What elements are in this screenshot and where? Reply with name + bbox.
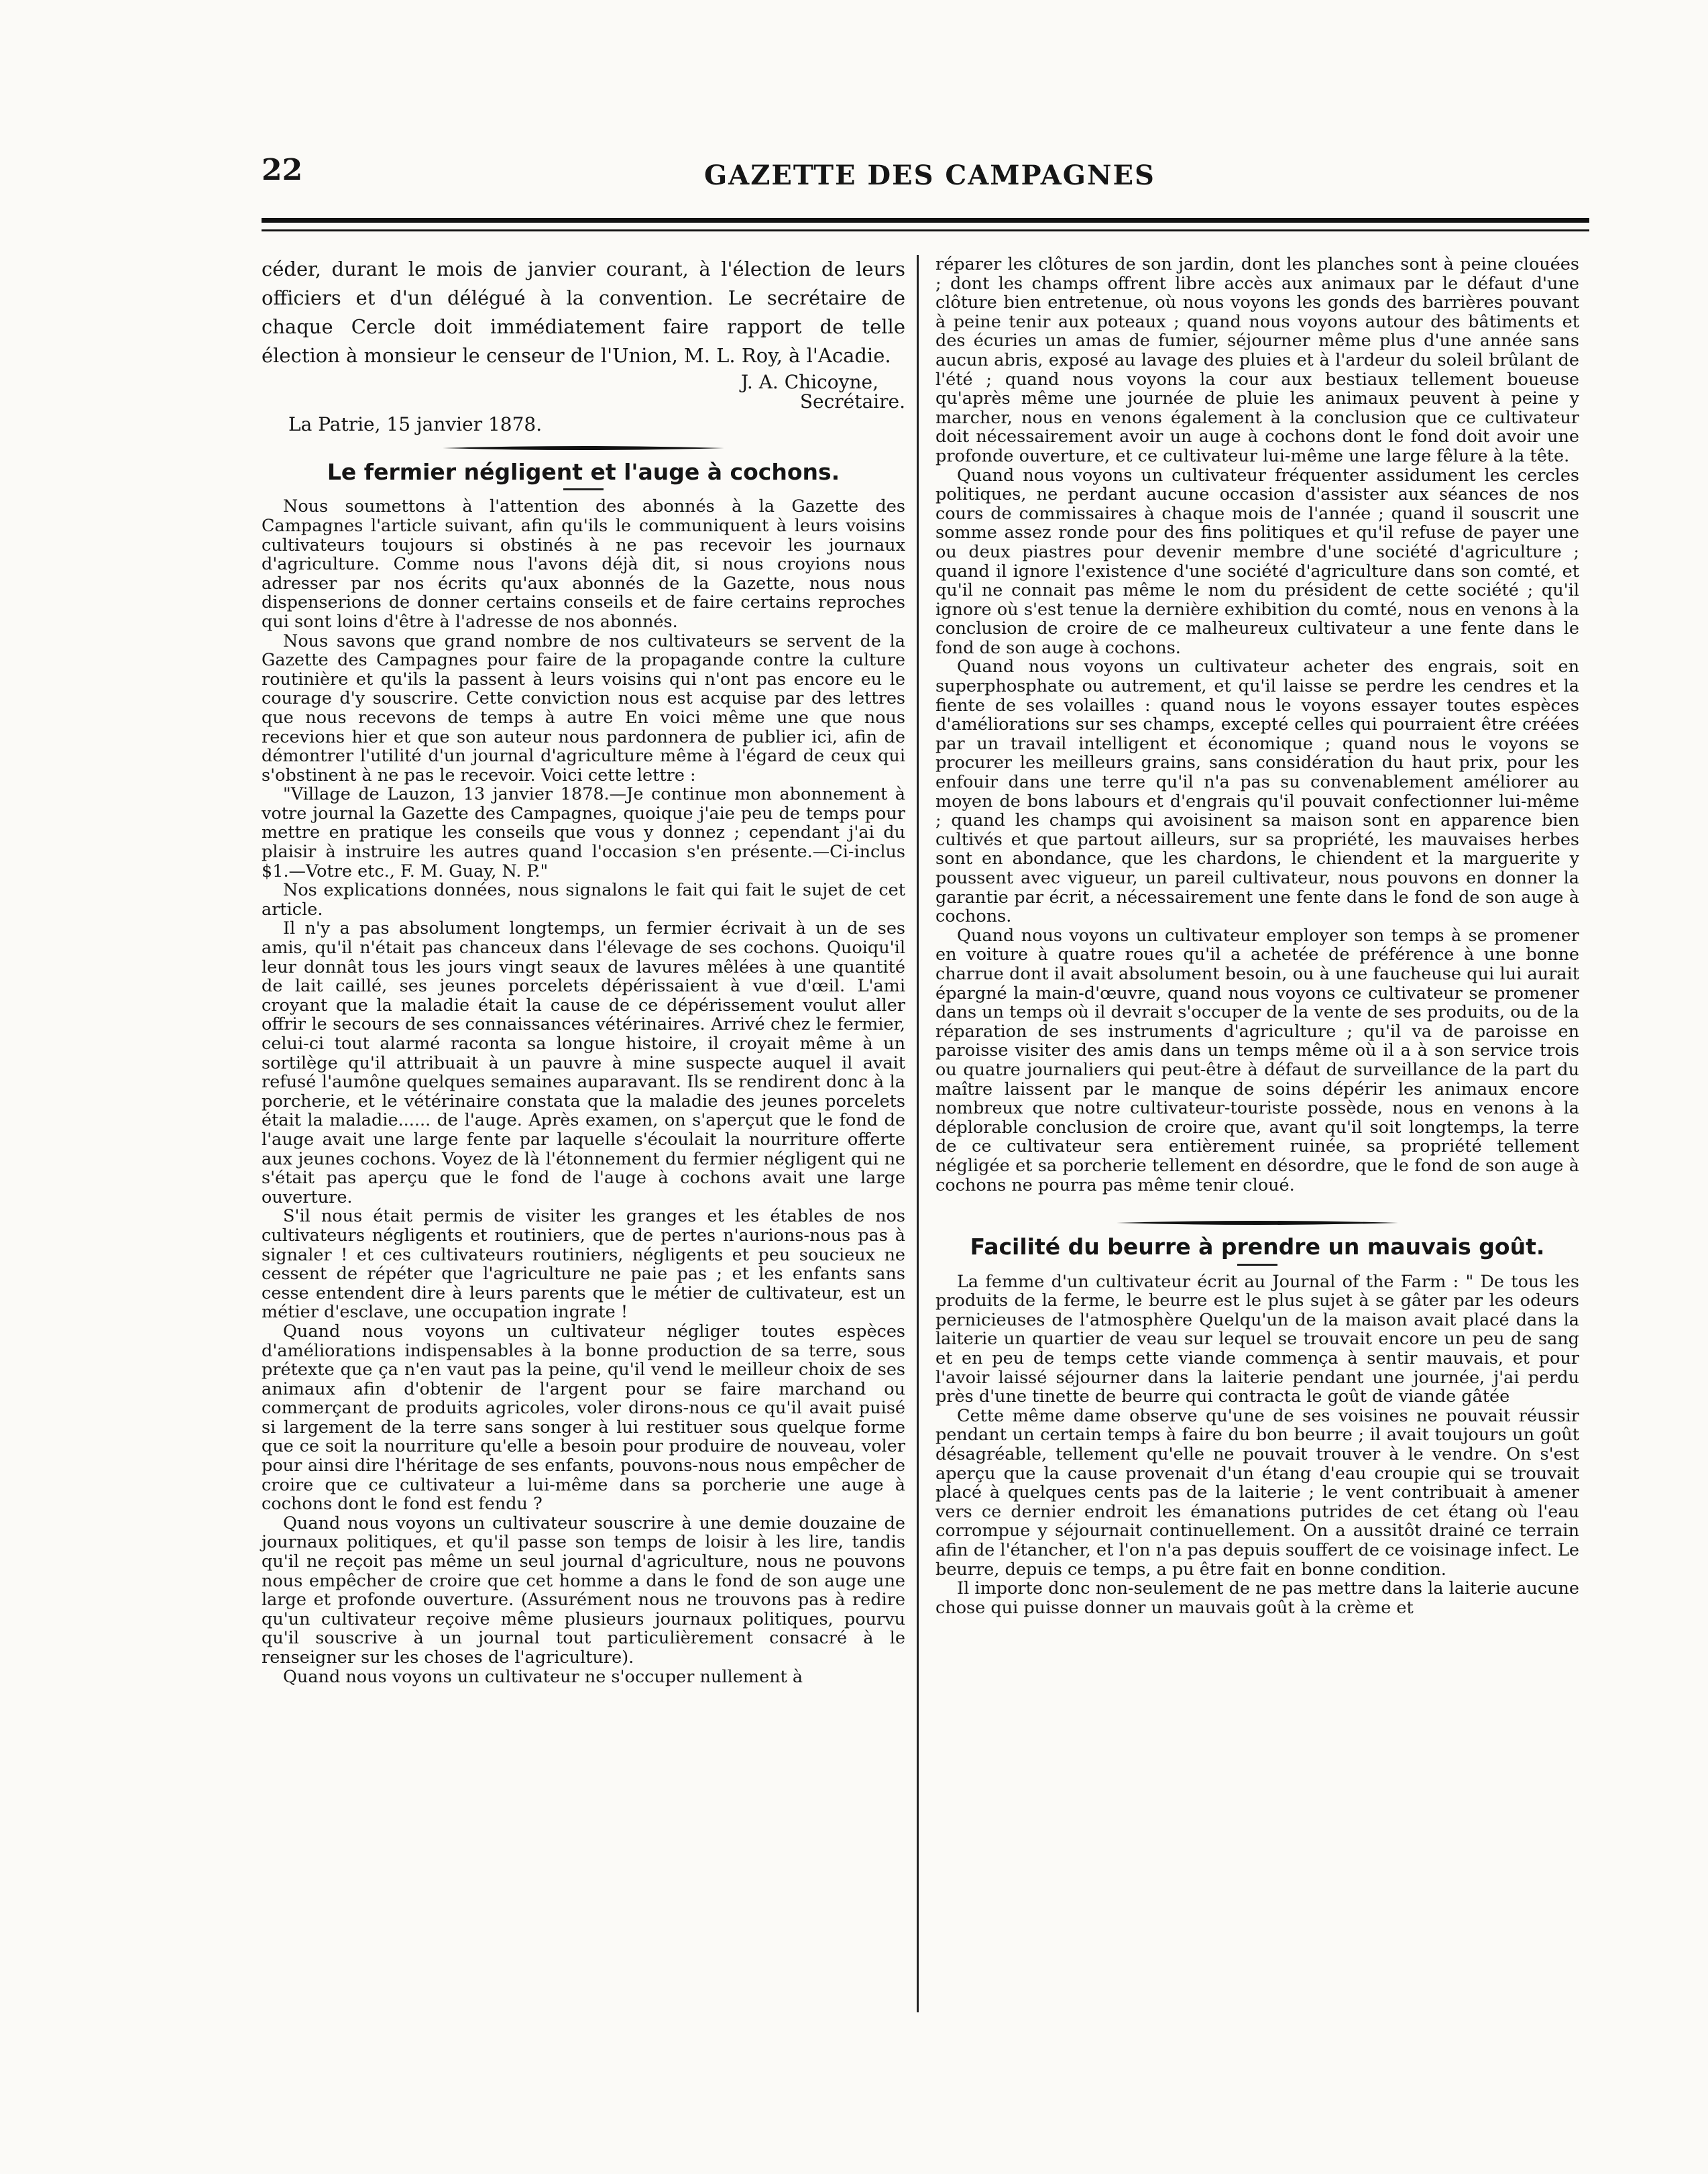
signature-role: Secrétaire. (799, 390, 905, 413)
page-number: 22 (262, 153, 303, 187)
right-column (935, 255, 1579, 1617)
paragraph: "Village de Lauzon, 13 janvier 1878.—Je continue mon abonnement à votre journal la Gazette des Campagnes, quoique j'aie peu de temps pour mettre en pratique les conseils que vous y donnez ; cependant j'ai du plaisir à instruire les autres quand l'occasion s'en présente.—Ci-inclus $1.—Votre etc., F. M. Guay, N. P." (262, 784, 905, 881)
header-rule-thick (262, 218, 1589, 223)
tail-ornament (443, 444, 724, 452)
paragraph: S'il nous était permis de visiter les granges et les étables de nos cultivateurs négligents et routiniers, que de pertes n'aurions-nous pas à signaler ! et ces cultivateurs routiniers, négligents et peu soucieux ne cessent de répéter que l'agriculture ne paie pas ; et les enfants sans cesse entendent dire à leurs parents que le métier de cultivateur, est un métier d'esclave, une occupation ingrate ! (262, 1206, 905, 1323)
title-dash (1237, 1264, 1277, 1266)
signature-name: J. A. Chicoyne, (740, 371, 878, 393)
title-dash (563, 488, 604, 490)
paragraph: Quand nous voyons un cultivateur négliger toutes espèces d'améliorations indispensables à la bonne production de sa terre, sous prétexte que ça n'en vaut pas la peine, qu'il vend le meilleur choix de ses animaux afin d'obtenir de l'argent pour se faire marchand ou commerçant de produits agricoles, voler dirons-nous ce qu'il avait puisé si largement de la terre sans songer à lui restituer sous quelque forme que ce soit la nourriture qu'elle a besoin pour produire de nouveau, voler pour ainsi dire l'héritage de ses enfants, pouvons-nous nous empêcher de croire que ce cultivateur a lui-même dans sa porcherie une auge à cochons dont le fond est fendu ? (262, 1321, 905, 1515)
paragraph: Quand nous voyons un cultivateur ne s'occuper nullement à (283, 1666, 803, 1687)
article-title-beurre: Facilité du beurre à prendre un mauvais goût. (970, 1234, 1545, 1260)
paragraph: Cette même dame observe qu'une de ses voisines ne pouvait réussir pendant un certain temps à faire du bon beurre ; il avait toujours un goût désagréable, tellement qu'elle ne pouvait trouver à le vendre. On s'est aperçu que la cause provenait d'un étang d'eau croupie qui se trouvait placé à quelques cents pas de la laiterie ; le vent contribuait à amener vers ce dernier endroit les émanations putrides de cet étang où l'eau corrompue y séjournait continuellement. On a aussitôt drainé ce terrain afin de l'étancher, et l'on n'a pas depuis souffert de ce voisinage infect. Le beurre, depuis ce temps, a pu être fait en bonne condition. (935, 1405, 1579, 1580)
left-column (262, 255, 905, 1686)
paragraph: Quand nous voyons un cultivateur employer son temps à se promener en voiture à quatre roues qu'il a achetée de préférence à une bonne charrue dont il avait absolument besoin, ou à une faucheuse qui lui aurait épargné la main-d'œuvre, quand nous voyons ce cultivateur se promener dans un temps où il devrait s'occuper de la vente de ses produits, ou de la réparation de ses instruments d'agriculture ; qu'il va de paroisse en paroisse visiter des amis dans un temps même où il a à son service trois ou quatre journaliers qui peut-être à défaut de surveillance de la part du maître laissent par le manque de soins dépérir les animaux encore nombreux que notre cultivateur-touriste possède, nous en venons à la déplorable conclusion de croire que, avant qu'il soit longtemps, la terre de ce cultivateur sera entièrement ruinée, sa propriété tellement négligée et sa porcherie tellement en désordre, que le fond de son auge à cochons ne pourra pas même tenir cloué. (935, 925, 1579, 1195)
intro-paragraph: céder, durant le mois de janvier courant, à l'élection de leurs officiers et d'un délégué à la convention. Le secrétaire de chaque Cercle doit immédiatement faire rapport de telle élection à monsieur le censeur de l'Union, M. L. Roy, à l'Acadie. (262, 258, 905, 367)
paragraph: Nos explications données, nous signalons le fait qui fait le sujet de cet article. (262, 880, 905, 920)
paragraph: La femme d'un cultivateur écrit au Journal of the Farm : " De tous les produits de la ferme, le beurre est le plus sujet à se gâter par les odeurs pernicieuses de l'atmosphère Quelqu'un de la maison avait placé dans la laiterie un quartier de veau sur lequel se trouvait encore un peu de sang et en peu de temps cette viande commença à sentir mauvais, et pour l'avoir laissé séjourner dans la laiterie pendant une journée, j'ai perdu près d'une tinette de beurre qui contracta le goût de viande gâtée (935, 1271, 1579, 1407)
article-title-fermier: Le fermier négligent et l'auge à cochons. (327, 458, 840, 485)
paragraph: Il importe donc non-seulement de ne pas mettre dans la laiterie aucune chose qui puisse donner un mauvais goût à la crème et (935, 1578, 1579, 1618)
masthead-title: GAZETTE DES CAMPAGNES (704, 160, 1155, 191)
paragraph: Quand nous voyons un cultivateur acheter des engrais, soit en superphosphate ou autrement, et qu'il laisse se perdre les cendres et la fiente de ses volailles : quand nous le voyons essayer toutes espèces d'améliorations sur ses champs, excepté celles qui pourraient être créées par un travail intelligent et économique ; quand nous le voyons se procurer les meilleurs grains, sans considération du haut prix, pour les enfouir dans une terre qu'il n'a pas su convenablement améliorer au moyen de bons labours et d'engrais qu'il pouvait confectionner lui-même ; quand les champs qui avoisinent sa maison sont en apparence bien cultivés et que partout ailleurs, sur sa propriété, les mauvaises herbes sont en abondance, que les chardons, le chiendent et la marguerite y poussent avec vigueur, un pareil cultivateur, nous pouvons en donner la garantie par écrit, a nécessairement une fente dans le fond de son auge à cochons. (935, 657, 1579, 927)
paragraph: réparer les clôtures de son jardin, dont les planches sont à peine clouées ; dont les champs offrent libre accès aux animaux par le défaut d'une clôture bien entretenue, où nous voyons les gonds des barrières pouvant à peine tenir aux poteaux ; quand nous voyons autour des bâtiments et des écuries un amas de fumier, séjourner même plus d'une année sans aucun abris, exposé au lavage des pluies et à l'ardeur du soleil brûlant de l'été ; quand nous voyons la cour aux bestiaux tellement boueuse qu'après même une journée de pluie les animaux peuvent à peine y marcher, nous en venons également à la conclusion que ce cultivateur doit nécessairement avoir un auge à cochons dont le fond doit avoir une profonde ouverture, et ce cultivateur lui-même une large fêlure à la tête. (935, 254, 1579, 466)
column-divider (917, 255, 919, 2012)
section-ornament (1117, 1219, 1398, 1227)
paragraph: Nous savons que grand nombre de nos cultivateurs se servent de la Gazette des Campagnes pour faire de la propagande contre la culture routinière et qu'ils la passent à leurs voisins qui n'ont pas encore eu le courage d'y souscrire. Cette conviction nous est acquise par des lettres que nous recevons de temps à autre En voici même une que nous recevions hier et que son auteur nous pardonnera de publier ici, afin de démontrer l'utilité d'un journal d'agriculture même à l'égard de ceux qui s'obstinent à ne pas le recevoir. Voici cette lettre : (262, 631, 905, 785)
paragraph: Quand nous voyons un cultivateur fréquenter assidument les cercles politiques, ne perdant aucune occasion d'assister aux séances de nos cours de commissaires à chaque mois de l'année ; quand il souscrit une somme assez ronde pour des fins politiques et qu'il refuse de payer une ou deux piastres pour devenir membre d'une société d'agriculture ; quand il ignore l'existence d'une société d'agriculture dans son comté, et qu'il ne connait pas même le nom du président de cette société ; qu'il ignore où s'est tenue la dernière exhibition du comté, nous en venons à la conclusion de croire de ce malheureux cultivateur a une fente dans le fond de son auge à cochons. (935, 465, 1579, 658)
header-rule-thin (262, 229, 1589, 231)
paragraph: Quand nous voyons un cultivateur souscrire à une demie douzaine de journaux politiques, et qu'il passe son temps de loisir à les lire, tandis qu'il ne reçoit pas même un seul journal d'agriculture, nous ne pouvons nous empêcher de croire que cet homme a dans le fond de son auge une large et profonde ouverture. (Assurément nous ne trouvons pas à redire qu'un cultivateur reçoive même plusieurs journaux politiques, pourvu qu'il souscrive à un journal tout particulièrement consacré à le renseigner sur les choses de l'agriculture). (262, 1513, 905, 1668)
paragraph: Il n'y a pas absolument longtemps, un fermier écrivait à un de ses amis, qu'il n'était pas chanceux dans l'élevage de ses cochons. Quoiqu'il leur donnât tous les jours vingt seaux de lavures mêlées à une quantité de lait caillé, ses jeunes porcelets dépérissaient à vue d'œil. L'ami croyant que la maladie était la cause de ce dépérissement voulut aller offrir le secours de ses connaissances vétérinaires. Arrivé chez le fermier, celui-ci tout alarmé raconta sa longue histoire, il croyait même à un sortilège qu'il attribuait à un pauvre à mine suspecte auquel il avait refusé l'aumône quelques semaines auparavant. Ils se rendirent donc à la porcherie, et le vétérinaire constata que la maladie des jeunes porcelets était la maladie...... de l'auge. Après examen, on s'aperçut que le fond de l'auge avait une large fente par laquelle s'écoulait la nourriture offerte aux jeunes cochons. Voyez de là l'étonnement du fermier négligent qui ne s'était pas aperçu que le fond de l'auge à cochons avait une large ouverture. (262, 918, 905, 1207)
dateline: La Patrie, 15 janvier 1878. (288, 413, 543, 436)
paragraph: Nous soumettons à l'attention des abonnés à la Gazette des Campagnes l'article suivant, afin qu'ils le communiquent à leurs voisins cultivateurs toujours si obstinés à ne pas recevoir les journaux d'agriculture. Comme nous l'avons déjà dit, si nous croyions nous adresser par nos écrits qu'aux abonnés de la Gazette, nous nous dispenserions de donner certains conseils et de faire certains reproches qui sont loins d'être à l'adresse de nos abonnés. (262, 496, 905, 632)
